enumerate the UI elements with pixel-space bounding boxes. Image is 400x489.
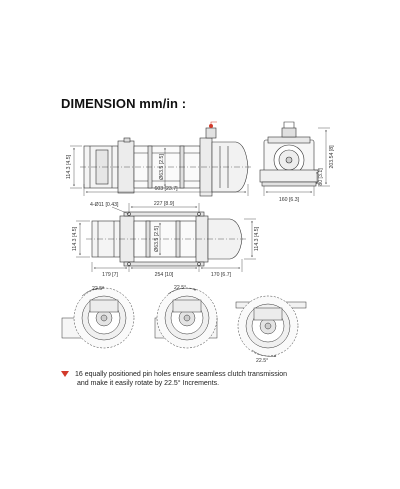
winch-end-view bbox=[260, 122, 318, 186]
winch-top-view bbox=[80, 122, 252, 196]
winch-bottom-view bbox=[86, 212, 248, 266]
bottom-middle-span-label: 254 [10] bbox=[154, 272, 174, 278]
clutch-view-3 bbox=[236, 296, 306, 356]
bottom-bolt-span-label: 227 [8.9] bbox=[153, 201, 175, 207]
clutch-angle-label-1: 22.5° bbox=[92, 286, 105, 292]
clutch-angle-label-3: 22.5° bbox=[256, 358, 269, 364]
top-length-label: 603 [23.7] bbox=[154, 186, 178, 192]
bottom-left-height-label: 114.3 [4.5] bbox=[72, 226, 78, 252]
top-height-label: 114.3 [4.5] bbox=[66, 154, 72, 180]
bottom-right-height-label: 114.3 [4.5] bbox=[254, 226, 260, 252]
clutch-angle-label-2: 22.5° bbox=[174, 285, 187, 291]
clutch-view-1 bbox=[62, 288, 134, 348]
note-line-2: and make it easily rotate by 22.5° Increments. bbox=[77, 380, 220, 387]
note-line-1: 16 equally positioned pin holes ensure seamless clutch transmission bbox=[75, 371, 288, 378]
bottom-holes-label: 4-Ø11 [0.43] bbox=[90, 202, 119, 208]
clutch-view-2 bbox=[155, 288, 217, 348]
triangle-marker-icon bbox=[61, 371, 69, 377]
clutch-note bbox=[61, 370, 361, 388]
top-drum-diameter-label: Ø63.5 [2.5] bbox=[159, 154, 165, 180]
bottom-right-offset-label: 170 [6.7] bbox=[210, 272, 232, 278]
bottom-left-offset-label: 179 [7] bbox=[102, 272, 118, 278]
bottom-drum-diameter-label: Ø63.5 [2.5] bbox=[154, 226, 160, 252]
end-width-label: 160 [6.3] bbox=[278, 197, 300, 203]
end-small-height-label: 80 [3.1] bbox=[318, 168, 324, 186]
end-height-label: 203.54 [8] bbox=[329, 145, 335, 169]
page-title: DIMENSION mm/in : bbox=[61, 96, 187, 111]
